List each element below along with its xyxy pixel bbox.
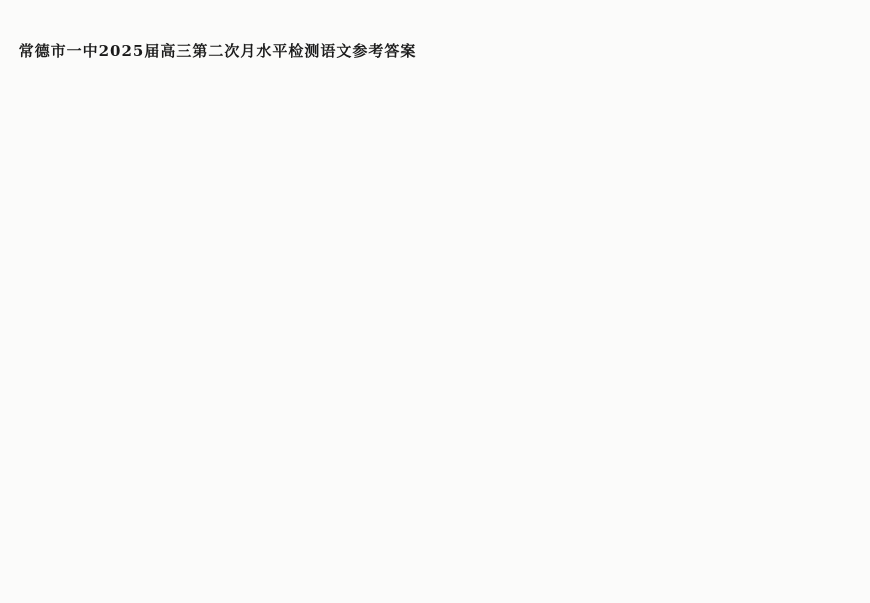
text-line [448, 368, 843, 379]
text-line [30, 174, 422, 185]
text-line [448, 390, 843, 401]
text-line [448, 220, 843, 231]
text-line [448, 421, 843, 432]
text-line [448, 400, 843, 411]
text-line [30, 121, 422, 132]
text-line [30, 68, 422, 79]
text-line [448, 464, 843, 475]
text-line [30, 216, 422, 227]
text-line [448, 157, 843, 168]
text-line [448, 527, 843, 538]
text-line [30, 524, 422, 535]
text-line [448, 104, 843, 115]
text-line [30, 492, 422, 503]
text-line [30, 577, 422, 588]
text-line [30, 354, 422, 365]
text-line [448, 326, 843, 337]
text-line [448, 305, 843, 316]
text-line [30, 449, 422, 460]
text-line [30, 79, 422, 90]
text-line [448, 570, 843, 581]
text-line [448, 538, 843, 549]
text-line [30, 343, 422, 354]
text-line [30, 534, 422, 545]
text-line [448, 315, 843, 326]
text-line [30, 206, 422, 217]
text-line [30, 132, 422, 143]
text-line [448, 549, 843, 560]
text-line [30, 290, 422, 301]
text-line [30, 481, 422, 492]
text-line [448, 559, 843, 570]
text-line [448, 188, 843, 199]
text-line [30, 259, 422, 270]
text-line [448, 135, 843, 146]
text-line [448, 146, 843, 157]
text-line [448, 284, 843, 295]
text-line [448, 294, 843, 305]
text-line [30, 386, 422, 397]
text-line [30, 396, 422, 407]
page-title: 常德市一中2025届高三第二次月水平检测语文参考答案 [18, 42, 417, 60]
text-line [448, 167, 843, 178]
text-line [448, 72, 843, 83]
text-line [30, 460, 422, 471]
text-line [448, 231, 843, 242]
text-line [30, 248, 422, 259]
text-line [448, 496, 843, 507]
text-line [30, 195, 422, 206]
text-line [30, 100, 422, 111]
text-line [448, 51, 843, 62]
text-line [30, 587, 422, 593]
text-line [448, 114, 843, 125]
text-line [448, 379, 843, 390]
text-line [448, 443, 843, 454]
text-line [30, 333, 422, 344]
text-line [30, 375, 422, 386]
text-line [448, 517, 843, 528]
text-line [448, 506, 843, 517]
text-line [30, 312, 422, 323]
text-line [448, 485, 843, 496]
text-line [448, 358, 843, 369]
text-line [448, 82, 843, 93]
text-line [30, 142, 422, 153]
text-line [30, 566, 422, 577]
left-column [30, 68, 422, 593]
text-line [448, 273, 843, 284]
text-line [30, 269, 422, 280]
text-line [448, 580, 843, 591]
right-column [448, 40, 843, 593]
text-line [30, 322, 422, 333]
text-line [448, 474, 843, 485]
text-line [30, 555, 422, 566]
text-line [30, 89, 422, 100]
text-line [30, 502, 422, 513]
text-line [30, 110, 422, 121]
text-line [448, 241, 843, 252]
text-line [448, 347, 843, 358]
text-line [30, 280, 422, 291]
text-line [30, 418, 422, 429]
text-line [448, 125, 843, 136]
text-line [448, 432, 843, 443]
text-line [30, 227, 422, 238]
text-line [30, 545, 422, 556]
text-line [448, 262, 843, 273]
text-line [30, 238, 422, 249]
text-line [448, 411, 843, 422]
text-line [30, 471, 422, 482]
text-line [448, 61, 843, 72]
text-line [30, 153, 422, 164]
text-line [30, 407, 422, 418]
text-line [448, 40, 843, 51]
text-line [30, 513, 422, 524]
text-line [448, 252, 843, 263]
text-line [448, 93, 843, 104]
text-line [448, 210, 843, 221]
text-line [30, 301, 422, 312]
text-line [448, 178, 843, 189]
text-line [30, 365, 422, 376]
text-line [448, 453, 843, 464]
text-line [448, 199, 843, 210]
text-line [30, 185, 422, 196]
text-line [30, 428, 422, 439]
text-line [448, 337, 843, 348]
text-line [30, 439, 422, 450]
text-line [30, 163, 422, 174]
